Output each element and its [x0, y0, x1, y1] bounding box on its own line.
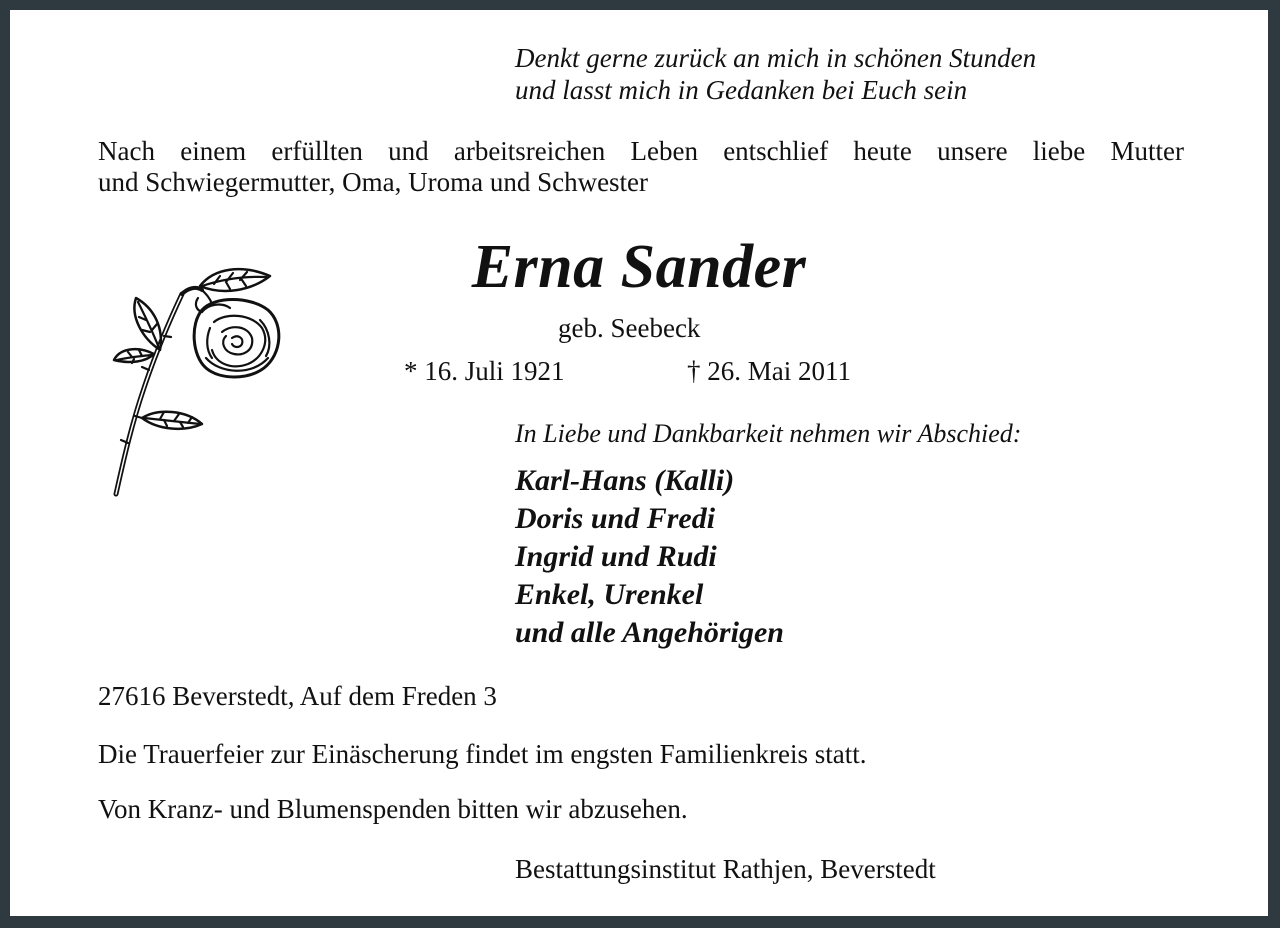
obituary-notice — [10, 10, 1268, 916]
motto-line-2: und lasst mich in Gedanken bei Euch sein — [515, 75, 968, 105]
mourners-list — [515, 462, 784, 652]
death-date: † 26. Mai 2011 — [687, 356, 851, 386]
mourner-item: Doris und Fredi — [515, 502, 716, 535]
birth-date: * 16. Juli 1921 — [404, 356, 565, 386]
undertaker-name: Bestattungsinstitut Rathjen, Beverstedt — [515, 854, 936, 884]
flowers-note: Von Kranz- und Blumenspenden bitten wir abzusehen. — [98, 794, 688, 824]
intro-line-1: Nach einem erfüllten und arbeitsreichen Leben entschlief heute unsere liebe Mutter — [98, 136, 1184, 166]
maiden-name: geb. Seebeck — [558, 313, 701, 343]
mourner-item: und alle Angehörigen — [515, 616, 784, 649]
motto-quote — [515, 42, 1036, 106]
intro-text — [98, 136, 1184, 198]
family-address: 27616 Beverstedt, Auf dem Freden 3 — [98, 681, 497, 711]
farewell-line: In Liebe und Dankbarkeit nehmen wir Abschied: — [515, 419, 1022, 448]
mourner-item: Enkel, Urenkel — [515, 578, 704, 611]
motto-line-1: Denkt gerne zurück an mich in schönen Stunden — [515, 43, 1037, 73]
deceased-name: Erna Sander — [471, 233, 807, 301]
ceremony-note: Die Trauerfeier zur Einäscherung findet im engsten Familienkreis statt. — [98, 739, 867, 769]
mourner-item: Ingrid und Rudi — [515, 540, 717, 573]
mourner-item: Karl-Hans (Kalli) — [515, 464, 735, 497]
intro-line-2: und Schwiegermutter, Oma, Uroma und Schwester — [98, 167, 649, 197]
